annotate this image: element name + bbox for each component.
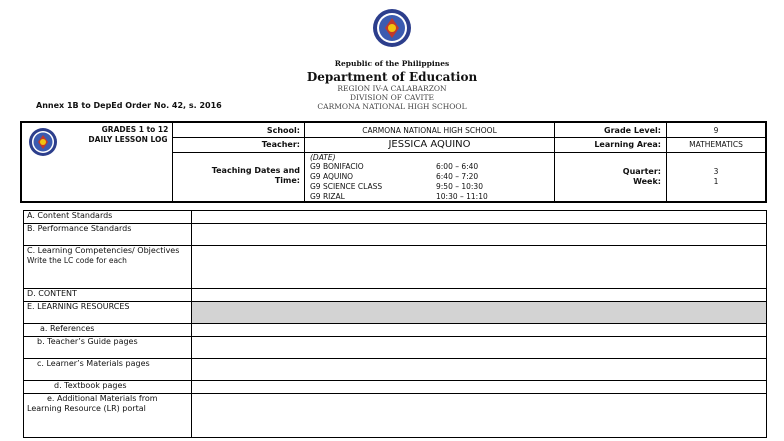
lesson-log-table (23, 210, 767, 438)
date-placeholder: (DATE) (310, 153, 336, 162)
row-label-additional-materials: e. Additional Materials from Learning Resource (LR) portal (24, 394, 192, 438)
week-value: 1 (713, 177, 719, 186)
week-label: Week: (633, 177, 661, 186)
table-row (24, 359, 767, 381)
region-text: REGION IV-A CALABARZON (337, 84, 447, 93)
content-cell-shaded (192, 302, 767, 324)
content-cell[interactable] (192, 394, 767, 438)
row-label-performance-standards: B. Performance Standards (24, 224, 192, 246)
table-row (24, 337, 767, 359)
grade-level-value: 9 (713, 126, 719, 135)
learning-competencies-text: C. Learning Competencies/ Objectives (27, 246, 180, 255)
content-cell[interactable] (192, 224, 767, 246)
table-row (24, 224, 767, 246)
table-row (24, 246, 767, 289)
teacher-label: Teacher: (261, 140, 300, 149)
lesson-log-header (20, 121, 767, 203)
schedule-time: 9:50 – 10:30 (436, 182, 483, 191)
row-label-references: a. References (24, 324, 192, 337)
school-name-text: CARMONA NATIONAL HIGH SCHOOL (317, 102, 467, 111)
grade-level-label: Grade Level: (604, 126, 661, 135)
quarter-value: 3 (713, 167, 719, 176)
table-row (24, 289, 767, 302)
daily-lesson-log-label: DAILY LESSON LOG (88, 135, 168, 144)
table-row (24, 302, 767, 324)
department-title: Department of Education (306, 70, 478, 84)
learning-area-label: Learning Area: (594, 140, 661, 149)
school-value: CARMONA NATIONAL HIGH SCHOOL (362, 126, 497, 135)
table-row (24, 324, 767, 337)
row-label-teachers-guide: b. Teacher’s Guide pages (24, 337, 192, 359)
schedule-section: G9 AQUINO (310, 172, 354, 181)
content-cell[interactable] (192, 324, 767, 337)
lc-code-note: Write the LC code for each (27, 255, 127, 265)
quarter-label: Quarter: (622, 167, 661, 176)
row-label-textbook-pages: d. Textbook pages (24, 381, 192, 394)
row-label-content-standards: A. Content Standards (24, 211, 192, 224)
content-cell[interactable] (192, 289, 767, 302)
schedule-section: G9 RIZAL (310, 192, 345, 201)
table-row (24, 394, 767, 438)
content-cell[interactable] (192, 337, 767, 359)
row-label-content: D. CONTENT (24, 289, 192, 302)
deped-seal-small-logo (28, 127, 58, 157)
annex-reference: Annex 1B to DepEd Order No. 42, s. 2016 (36, 101, 222, 110)
row-label-learning-competencies (24, 246, 192, 289)
schedule-time: 6:00 – 6:40 (436, 162, 479, 171)
content-cell[interactable] (192, 246, 767, 289)
division-text: DIVISION OF CAVITE (350, 93, 434, 102)
school-label: School: (266, 126, 300, 135)
table-row (24, 381, 767, 394)
content-cell[interactable] (192, 211, 767, 224)
row-label-learners-materials: c. Learner’s Materials pages (24, 359, 192, 381)
teacher-value: JESSICA AQUINO (388, 139, 471, 150)
schedule-time: 10:30 – 11:10 (436, 192, 488, 201)
schedule-section: G9 SCIENCE CLASS (310, 182, 383, 191)
teaching-dates-label: Teaching Dates and Time: (211, 166, 300, 185)
schedule-time: 6:40 – 7:20 (436, 172, 479, 181)
deped-seal-logo (372, 8, 412, 48)
republic-text: Republic of the Philippines (334, 59, 450, 68)
learning-area-value: MATHEMATICS (689, 140, 743, 149)
row-label-learning-resources: E. LEARNING RESOURCES (24, 302, 192, 324)
schedule-section: G9 BONIFACIO (310, 162, 364, 171)
table-row (24, 211, 767, 224)
content-cell[interactable] (192, 381, 767, 394)
grades-label: GRADES 1 to 12 (101, 125, 169, 134)
content-cell[interactable] (192, 359, 767, 381)
